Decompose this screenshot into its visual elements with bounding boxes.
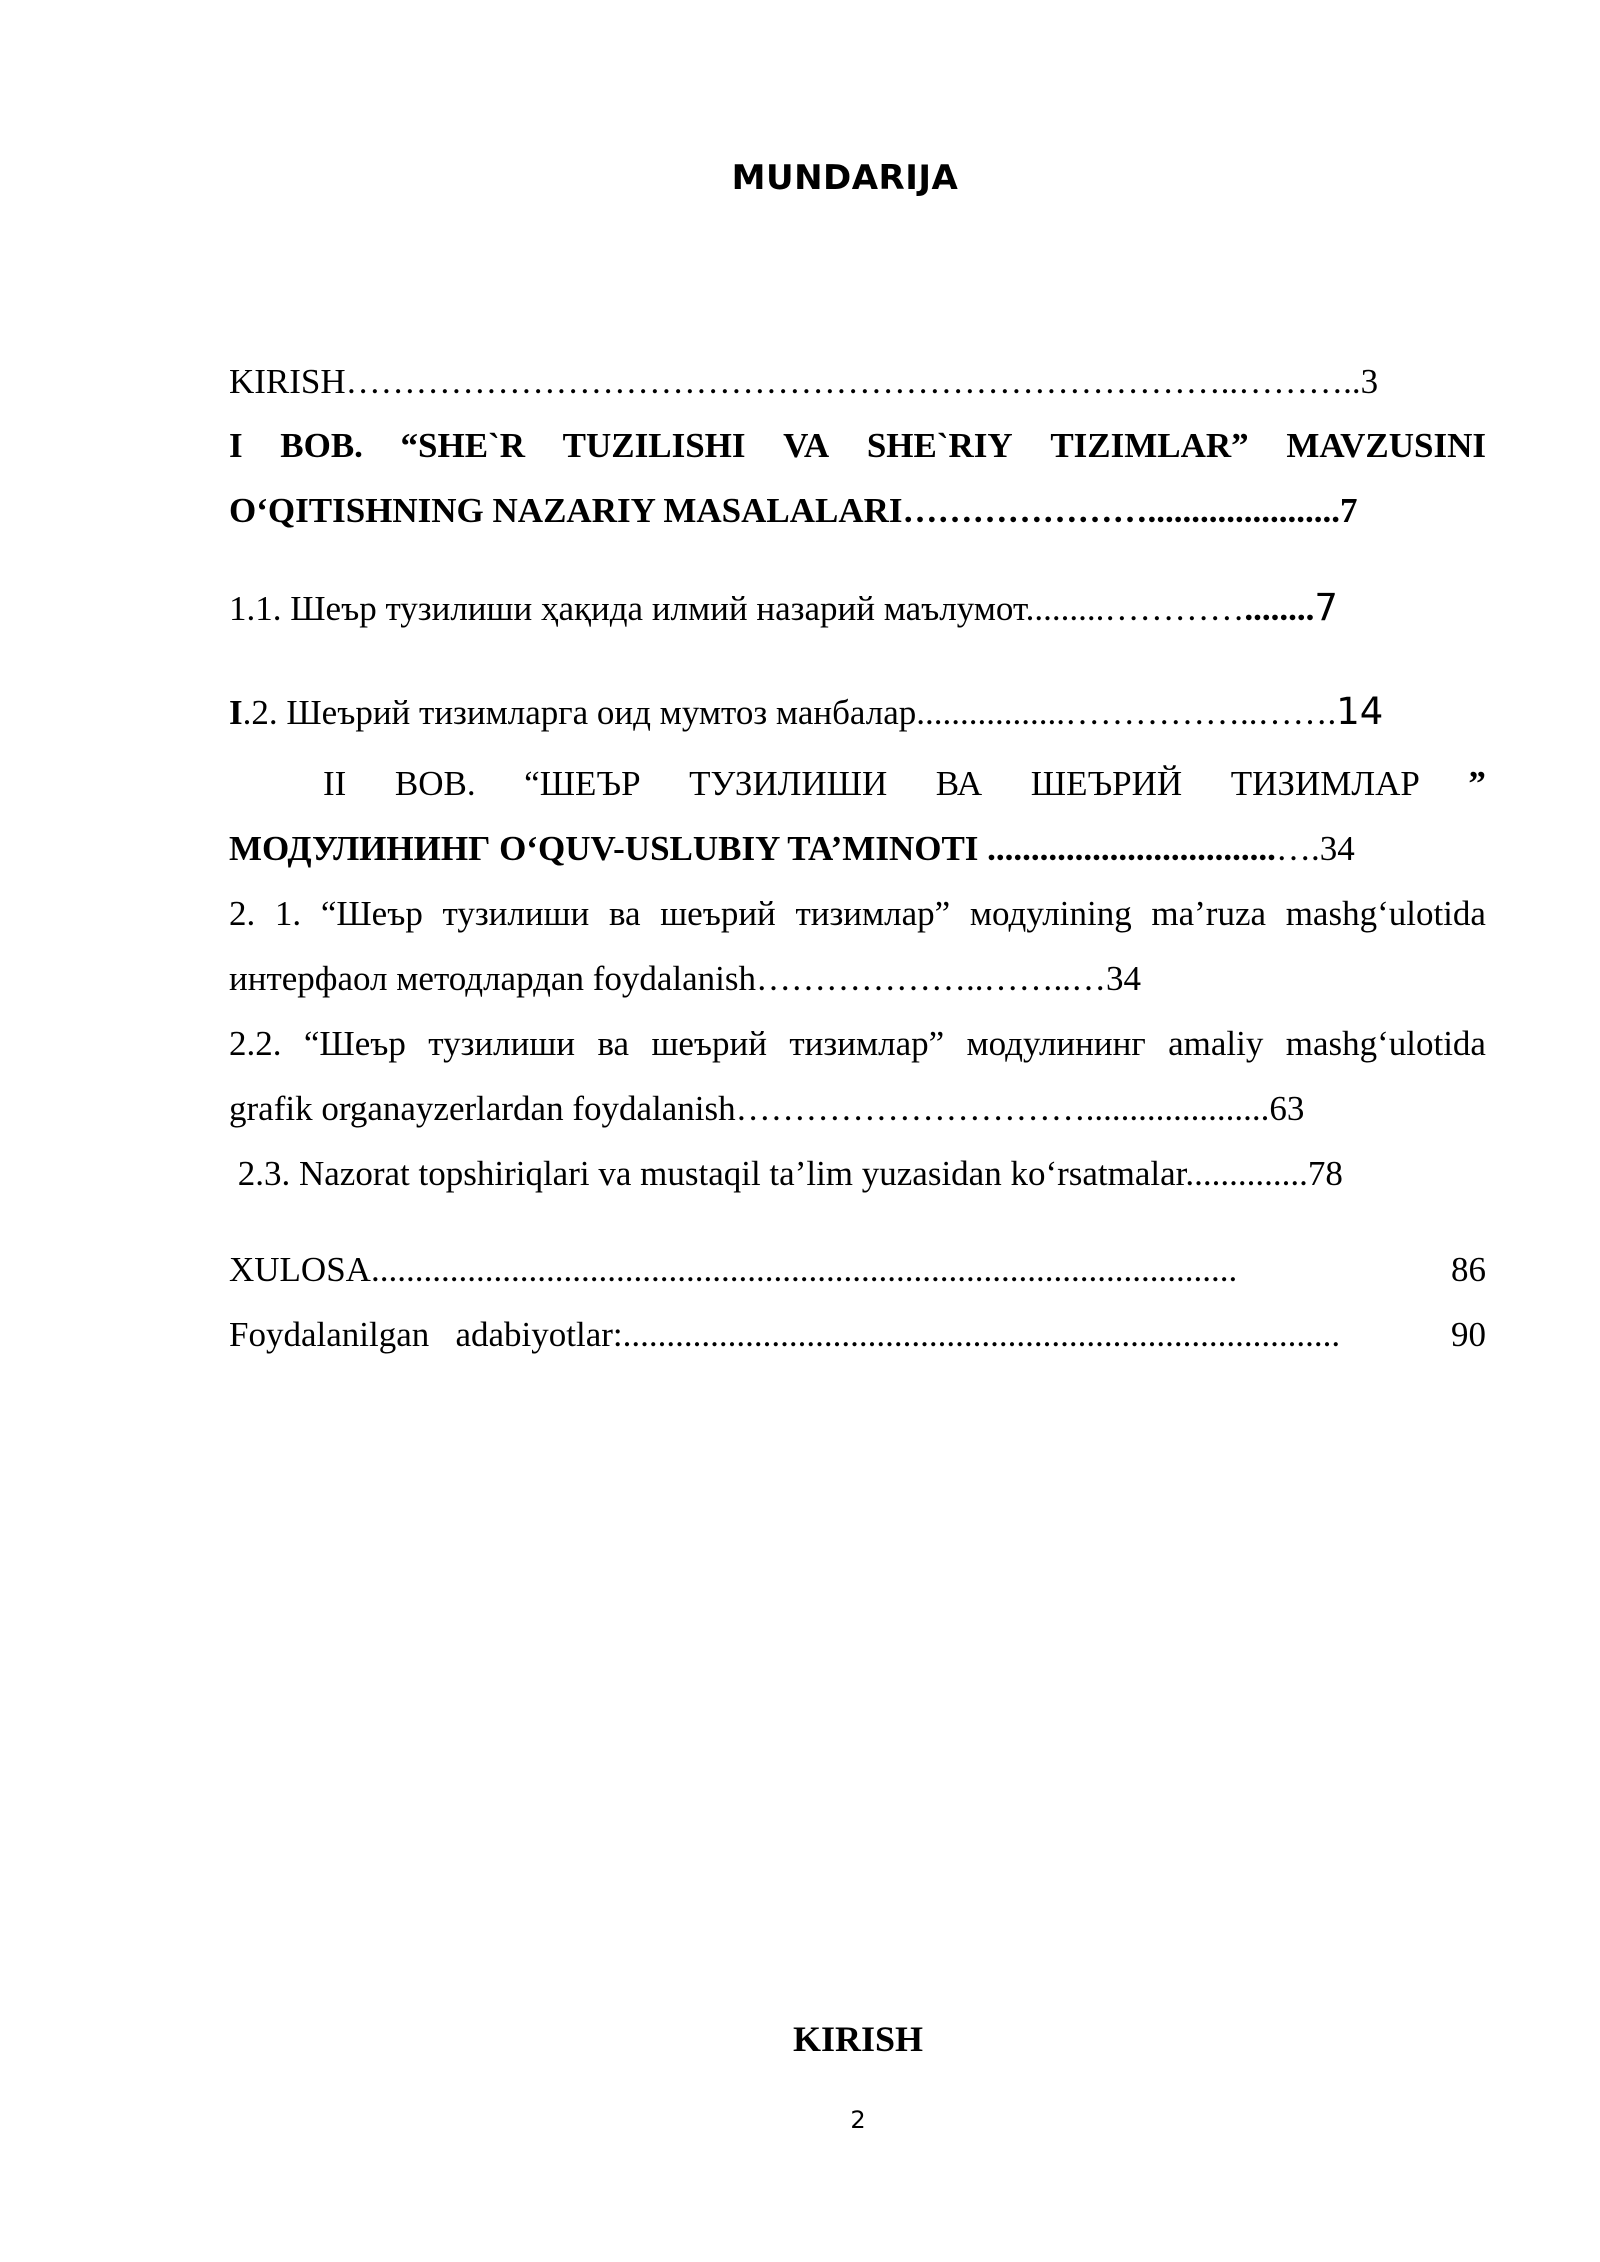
section-heading: KIRISH (792, 2019, 924, 2059)
toc-entry-text: .2. Шеърий тизимларга оид мумтоз манбалар.................……………..……. (242, 693, 1337, 732)
toc-word: 1. (274, 894, 302, 933)
toc-entry-dots: ........ (1244, 589, 1315, 628)
toc-word: MAVZUSINI (1286, 426, 1486, 465)
toc-word: TUZILISHI (562, 426, 746, 465)
toc-entry-page: 14 (1336, 690, 1384, 733)
toc-word: BOB. (280, 426, 363, 465)
toc-entry-kirish[interactable]: KIRISH…………………………………………………………………..………..3 (229, 362, 1379, 401)
toc-entry-dots: .................................................................................. (622, 1315, 1341, 1354)
toc-entry-page: ….34 (1275, 829, 1355, 868)
toc-word: ВА (935, 764, 983, 803)
toc-word: тизимлар” (795, 894, 951, 933)
toc-word: 2. (229, 894, 256, 933)
toc-word: шеърий (651, 1024, 767, 1063)
toc-entry-bob1-line1[interactable] (229, 426, 1486, 466)
toc-entry-page: 7 (1314, 586, 1338, 629)
toc-word: модулining (969, 894, 1132, 933)
toc-entry-page: 90 (1451, 1315, 1486, 1354)
toc-word: mashg‘ulotida (1285, 1024, 1486, 1063)
toc-entry-text: 1.1. Шеър тузилиши ҳақида илмий назарий маълумот.........………… (229, 589, 1245, 628)
toc-entry-bob2-line2[interactable] (229, 829, 1486, 869)
toc-entry-text: МОДУЛИНИНГ O‘QUV-USLUBIY TA’MINOTI ................................. (229, 829, 1276, 868)
toc-entry-bob1-line2[interactable]: O‘QITISHNING NAZARIY MASALALARI…………………......................7 (229, 491, 1358, 530)
toc-word: ВОВ. (394, 764, 476, 803)
page-number: 2 (850, 2106, 866, 2134)
toc-entry-roman: I (229, 693, 243, 732)
toc-word: тузилиши (442, 894, 590, 933)
toc-entry-bob2-line1[interactable] (323, 764, 1486, 804)
toc-word: модулининг (966, 1024, 1146, 1063)
toc-entry-2-1-line2[interactable]: интерфаол методлардan foydalanish………………..……..…34 (229, 959, 1141, 998)
toc-word: ТУЗИЛИШИ (689, 764, 888, 803)
toc-word: TIZIMLAR” (1050, 426, 1249, 465)
toc-word: тизимлар” (789, 1024, 945, 1063)
toc-word: II (323, 764, 347, 803)
toc-entry-text: XULOSA (229, 1250, 371, 1289)
toc-word: ТИЗИМЛАР (1230, 764, 1420, 803)
toc-word: SHE`RIY (866, 426, 1013, 465)
toc-word: “Шеър (303, 1024, 406, 1063)
toc-entry-dots: ................................................................................................... (370, 1250, 1238, 1289)
toc-entry-2-2-line2[interactable]: grafik organayzerlardan foydalanish………………………….....................63 (229, 1089, 1305, 1128)
toc-word: VA (783, 426, 830, 465)
toc-word: “Шеър (320, 894, 423, 933)
toc-entry-xulosa[interactable] (229, 1250, 1486, 1290)
toc-entry-2-2-line1[interactable] (229, 1024, 1486, 1064)
toc-entry-1-2[interactable] (229, 692, 1486, 733)
toc-word: ва (608, 894, 641, 933)
toc-entry-2-3[interactable]: 2.3. Nazorat topshiriqlari va mustaqil ta’lim yuzasidan ko‘rsatmalar..............78 (229, 1154, 1343, 1193)
toc-entry-text: Foydalanilgan adabiyotlar: (229, 1315, 623, 1354)
page-title: MUNDARIJA (731, 158, 959, 198)
toc-word: тузилиши (428, 1024, 576, 1063)
toc-word: ma’ruza (1151, 894, 1267, 933)
toc-word: ” (1468, 764, 1486, 803)
toc-word: mashg‘ulotida (1285, 894, 1486, 933)
toc-word: ва (597, 1024, 630, 1063)
toc-word: amaliy (1168, 1024, 1264, 1063)
toc-word: I (229, 426, 243, 465)
toc-entry-2-1-line1[interactable] (229, 894, 1486, 934)
toc-entry-page: 86 (1451, 1250, 1486, 1289)
toc-word: ШЕЪРИЙ (1030, 764, 1183, 803)
toc-word: “ШЕЪР (524, 764, 641, 803)
toc-word: шеърий (660, 894, 776, 933)
toc-word: “SHE`R (400, 426, 526, 465)
toc-entry-adabiyotlar[interactable] (229, 1315, 1486, 1355)
toc-entry-1-1[interactable] (229, 588, 1486, 629)
toc-word: 2.2. (229, 1024, 282, 1063)
